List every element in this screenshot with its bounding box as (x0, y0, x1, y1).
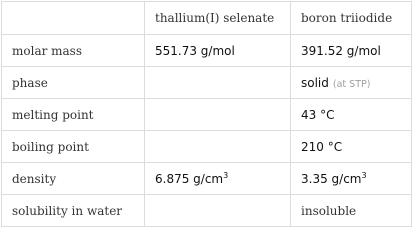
value-text: 6.875 g/cm (155, 171, 224, 186)
properties-table (1, 1, 412, 227)
value-cell: 43 °C (291, 99, 412, 131)
value-cell (291, 163, 412, 195)
value-note: (at STP) (332, 78, 371, 90)
value-text: solid (301, 75, 329, 90)
header-row (2, 2, 412, 35)
value-cell (145, 131, 291, 163)
row-label: density (2, 163, 145, 195)
value-cell (145, 67, 291, 99)
header-cell-empty (2, 2, 145, 35)
row-label: phase (2, 67, 145, 99)
row-label: solubility in water (2, 195, 145, 227)
table-row (2, 131, 412, 163)
value-cell: 210 °C (291, 131, 412, 163)
table-row (2, 163, 412, 195)
table-row (2, 67, 412, 99)
value-cell: insoluble (291, 195, 412, 227)
row-label: boiling point (2, 131, 145, 163)
value-cell (291, 67, 412, 99)
value-cell (145, 99, 291, 131)
header-cell-thallium-selenate: thallium(I) selenate (145, 2, 291, 35)
value-cell (145, 195, 291, 227)
value-cell: 551.73 g/mol (145, 35, 291, 67)
header-cell-boron-triiodide: boron triiodide (291, 2, 412, 35)
table-row (2, 195, 412, 227)
value-cell (145, 163, 291, 195)
unit-exponent: 3 (361, 170, 367, 180)
value-text: 3.35 g/cm (301, 171, 362, 186)
row-label: molar mass (2, 35, 145, 67)
table-row (2, 35, 412, 67)
table-row (2, 99, 412, 131)
row-label: melting point (2, 99, 145, 131)
value-cell: 391.52 g/mol (291, 35, 412, 67)
unit-exponent: 3 (223, 170, 229, 180)
